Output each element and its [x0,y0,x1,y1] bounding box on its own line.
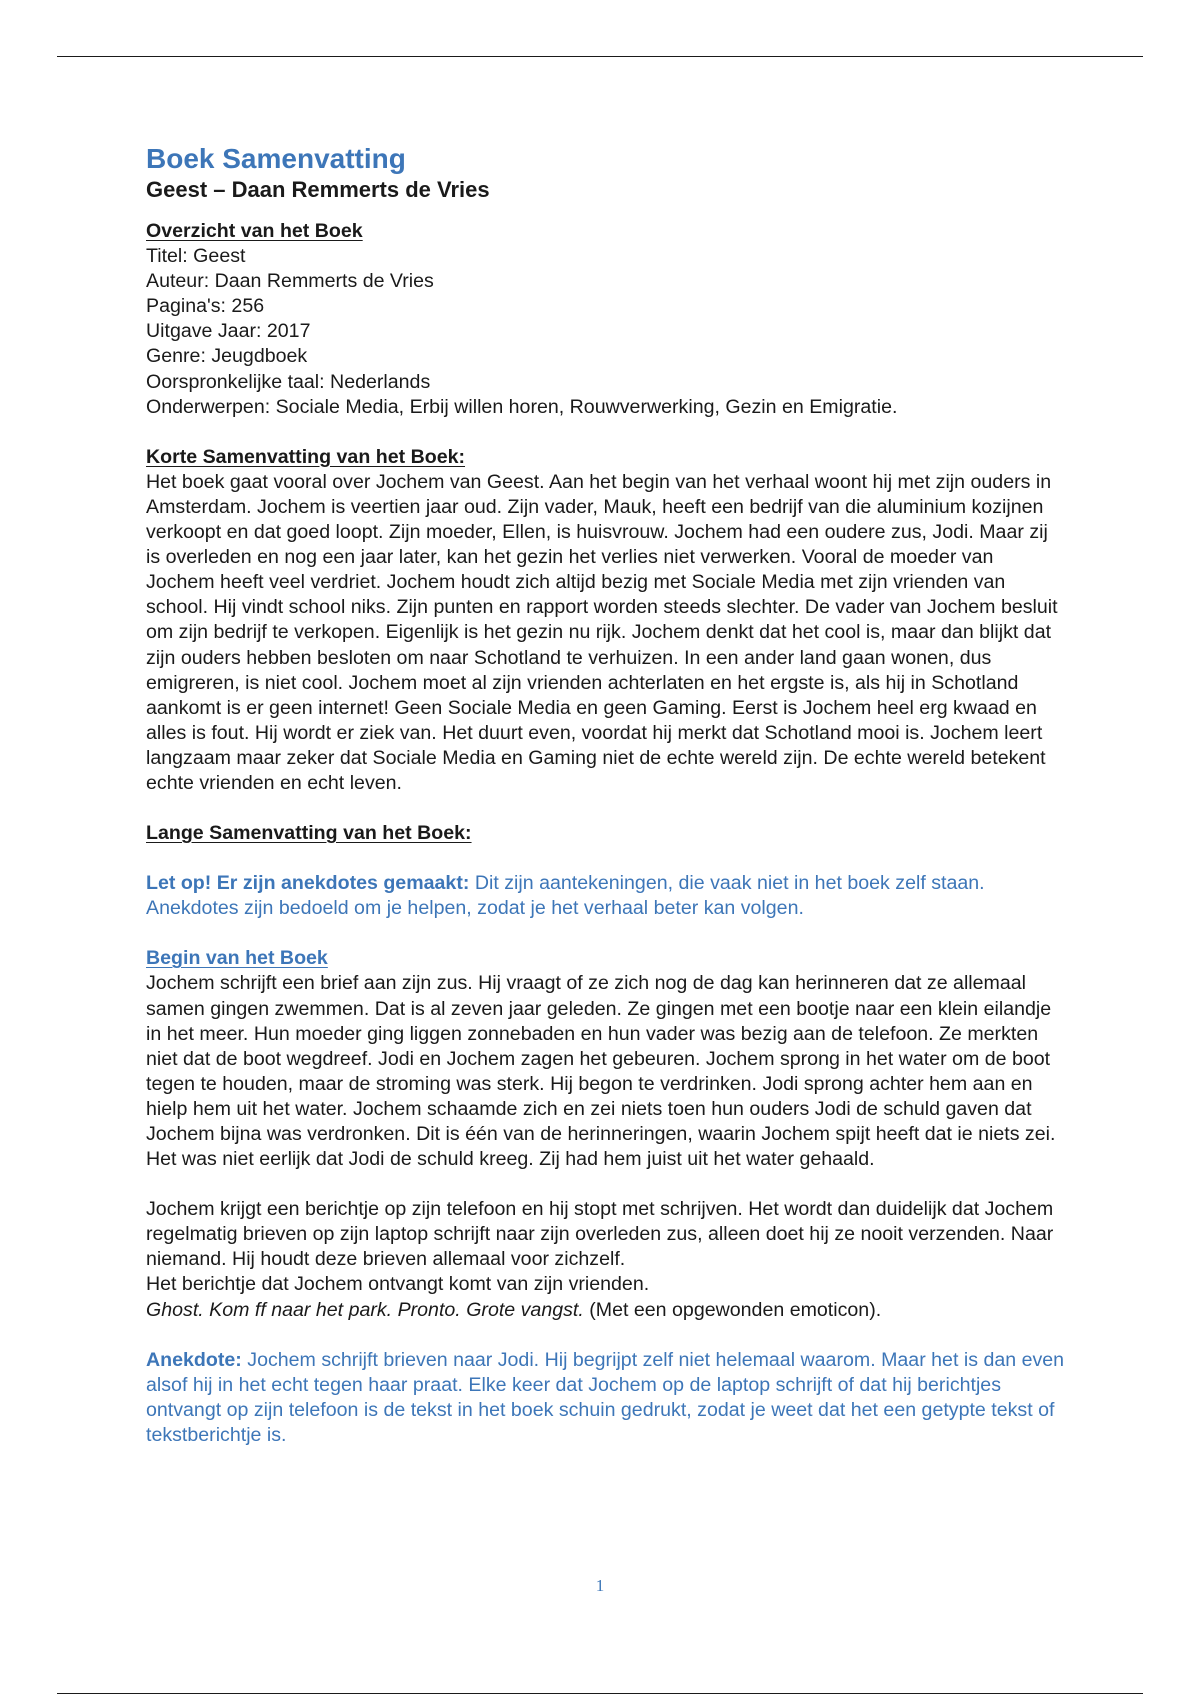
short-summary-text: Het boek gaat vooral over Jochem van Geest. Aan het begin van het verhaal woont hij met zijn ouders in Amsterdam. Jochem is veertien jaar oud. Zijn vader, Mauk, heeft een bedrijf van die aluminium kozijnen verkoopt en dat goed loopt. Zijn moeder, Ellen, is huisvrouw. Jochem had een oudere zus, Jodi. Maar zij is overleden en nog een jaar later, kan het gezin het verlies niet verwerken. Vooral de moeder van Jochem heeft veel verdriet. Jochem houdt zich altijd bezig met Sociale Media met zijn vrienden van school. Hij vindt school niks. Zijn punten en rapport worden steeds slechter. De vader van Jochem besluit om zijn bedrijf te verkopen. Eigenlijk is het gezin nu rijk. Jochem denkt dat het cool is, maar dan blijkt dat zijn ouders hebben besloten om naar Schotland te verhuizen. In een ander land gaan wonen, dus emigreren, is niet cool. Jochem moet al zijn vrienden achterlaten en het ergste is, als hij in Schotland aankomt is er geen internet! Geen Sociale Media en geen Gaming. Eerst is Jochem heel erg kwaad en alles is fout. Hij wordt er ziek van. Het duurt even, voordat hij merkt dat Schotland mooi is. Jochem leert langzaam maar zeker dat Sociale Media en Gaming niet de echte wereld zijn. De echte wereld betekent echte vrienden en echt leven. [146,470,1058,794]
overview-genre-line: Genre: Jeugdboek [146,345,308,368]
short-summary-heading: Korte Samenvatting van het Boek: [146,445,466,468]
anecdote-label: Anekdote: [146,1348,242,1371]
text-message [146,1298,1066,1323]
page-number: 1 [595,1576,605,1595]
text-message-italic: Ghost. Kom ff naar het park. Pronto. Grote vangst. [146,1298,584,1321]
footer-rule [57,1693,1143,1694]
long-summary-paragraph-2: Jochem krijgt een berichtje op zijn telefoon en hij stopt met schrijven. Het wordt dan duidelijk dat Jochem regelmatig brieven op zijn laptop schrijft naar zijn overleden zus, alleen doet hij ze nooit verzenden. Naar niemand. Hij houdt deze brieven allemaal voor zichzelf. [146,1198,1054,1271]
overview-title-line: Titel: Geest [146,245,246,268]
anecdote-text: Jochem schrijft brieven naar Jodi. Hij begrijpt zelf niet helemaal waarom. Maar het is dan even alsof hij in het echt tegen haar praat. Elke keer dat Jochem op de laptop schrijft of dat hij berichtjes ontvangt op zijn telefoon is de tekst in het boek schuin gedrukt, zodat je weet dat het een getypte tekst of tekstberichtje is. [146,1348,1065,1446]
long-summary-section [146,821,1066,1448]
header-rule [57,56,1143,57]
long-summary-paragraph-2b: Het berichtje dat Jochem ontvangt komt van zijn vrienden. [146,1273,650,1296]
anecdote-note-text: Dit zijn aantekeningen, die vaak niet in het boek zelf staan. Anekdotes zijn bedoeld om je helpen, zodat je het verhaal beter kan volgen. [146,872,985,920]
long-summary-heading: Lange Samenvatting van het Boek: [146,822,472,845]
long-summary-paragraph-1: Jochem schrijft een brief aan zijn zus. Hij vraagt of ze zich nog de dag kan herinneren dat ze allemaal samen gingen zwemmen. Dat is al zeven jaar geleden. Ze gingen met een bootje naar een klein eilandje in het meer. Hun moeder ging liggen zonnebaden en hun vader was bezig aan de telefoon. Ze merkten niet dat de boot wegdreef. Jodi en Jochem zagen het gebeuren. Jochem sprong in het water om de boot tegen te houden, maar de stroming was sterk. Hij begon te verdrinken. Jodi sprong achter hem aan en hielp hem uit het water. Jochem schaamde zich en zei niets toen hun ouders Jodi de schuld gaven dat Jochem bijna was verdronken. Dit is één van de herinneringen, waarin Jochem spijt heeft dat ie niets zei. Het was niet eerlijk dat Jodi de schuld kreeg. Zij had hem juist uit het water gehaald. [146,972,1056,1171]
overview-pages-line: Pagina's: 256 [146,295,265,318]
overview-topics-line: Onderwerpen: Sociale Media, Erbij willen horen, Rouwverwerking, Gezin en Emigratie. [146,395,898,418]
anecdote-note [146,871,1066,921]
overview-year-line: Uitgave Jaar: 2017 [146,320,311,343]
overview-author-line: Auteur: Daan Remmerts de Vries [146,270,434,293]
document-subtitle: Geest – Daan Remmerts de Vries [146,177,490,202]
overview-section [146,219,1066,420]
text-message-suffix: (Met een opgewonden emoticon). [583,1298,882,1321]
anecdote-note-label: Let op! Er zijn anekdotes gemaakt: [146,872,470,895]
document-body [146,142,1066,1448]
overview-heading: Overzicht van het Boek [146,220,363,242]
overview-language-line: Oorspronkelijke taal: Nederlands [146,370,431,393]
document-title: Boek Samenvatting [146,143,406,174]
anecdote-block [146,1348,1066,1448]
section-heading-begin: Begin van het Boek [146,947,328,970]
short-summary-section [146,445,1066,796]
